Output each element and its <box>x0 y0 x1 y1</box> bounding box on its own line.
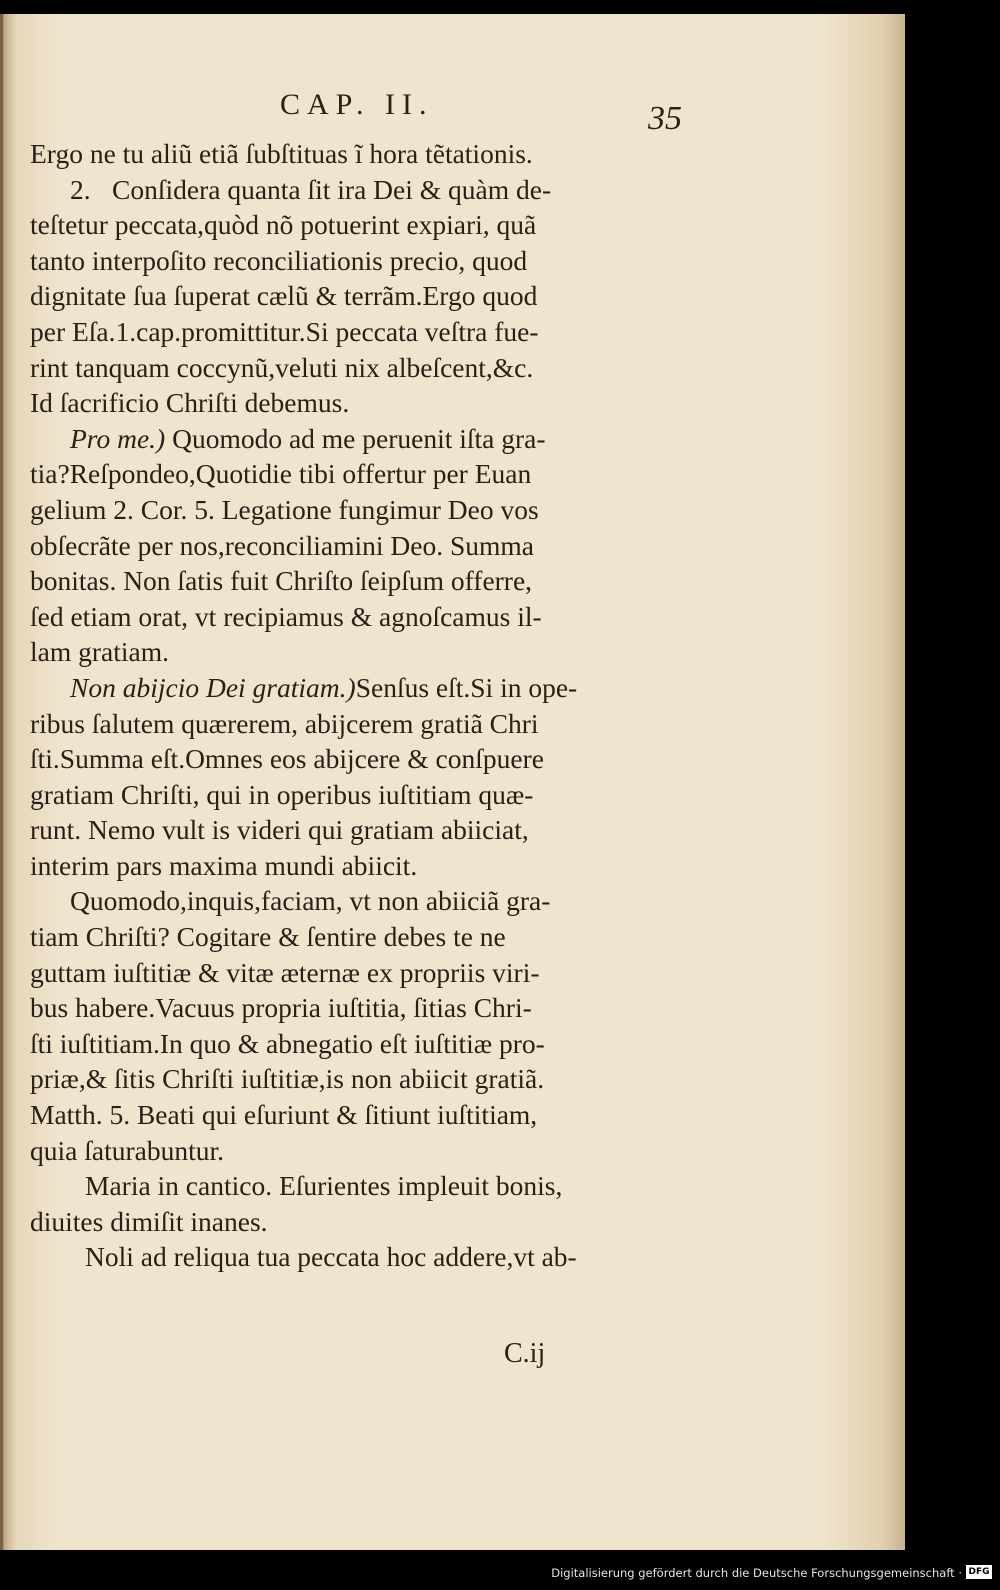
text-line: diuites dimiſit inanes. <box>30 1205 268 1237</box>
funding-credit: Digitalisierung gefördert durch die Deutsche Forschungsgemeinschaft · <box>551 1566 962 1580</box>
text-line: priæ,& ſitis Chriſti iuſtitiæ,is non abiicit gratiã. <box>30 1063 545 1095</box>
page-number: 35 <box>648 100 682 137</box>
text-line: tanto interpoſito reconciliationis precio, quod <box>30 244 528 276</box>
signature-mark: C.ij <box>504 1338 546 1369</box>
text-line: interim pars maxima mundi abiicit. <box>30 849 418 881</box>
running-head: CAP. II. <box>280 88 434 121</box>
text-line: quia ſaturabuntur. <box>30 1134 224 1166</box>
section-number: 2. <box>70 173 91 205</box>
book-page <box>0 14 905 1550</box>
text-line: ſti iuſtitiam.In quo & abnegatio eſt iuſtitiæ pro- <box>30 1027 545 1059</box>
text-line: obſecrãte per nos,reconciliamini Deo. Summa <box>30 529 534 561</box>
text-line: per Eſa.1.cap.promittitur.Si peccata veſtra fue- <box>30 315 539 347</box>
text-line: ſed etiam orat, vt recipiamus & agnoſcamus il- <box>30 600 542 632</box>
text-line: Noli ad reliqua tua peccata hoc addere,vt ab- <box>85 1241 577 1273</box>
text-line <box>30 421 678 457</box>
text-line: runt. Nemo vult is videri qui gratiam abiiciat, <box>30 814 529 846</box>
page-edge <box>0 14 3 1550</box>
dfg-logo: DFG <box>966 1565 992 1579</box>
text-line: bus habere.Vacuus propria iuſtitia, ſitias Chri- <box>30 992 532 1024</box>
text-line: lam gratiam. <box>30 636 169 668</box>
text-line: gelium 2. Cor. 5. Legatione fungimur Deo vos <box>30 493 539 525</box>
text-line: ribus ſalutem quærerem, abijcerem gratiã Chri <box>30 707 539 739</box>
text-line: Maria in cantico. Eſurientes impleuit bonis, <box>85 1170 563 1202</box>
text-line <box>30 172 678 208</box>
footer-bar <box>0 1562 1000 1590</box>
text-line: rint tanquam coccynũ,veluti nix albeſcent,&c. <box>30 351 534 383</box>
text-line <box>30 670 678 706</box>
text-line: teſtetur peccata,quòd nõ potuerint expiari, quã <box>30 209 537 241</box>
text-line: tiam Chriſti? Cogitare & ſentire debes te ne <box>30 921 506 953</box>
text-line: Matth. 5. Beati qui eſuriunt & ſitiunt iuſtitiam, <box>30 1099 538 1131</box>
text-line: guttam iuſtitiæ & vitæ æternæ ex propriis viri- <box>30 956 540 988</box>
text-line: tia?Reſpondeo,Quotidie tibi offertur per Euan <box>30 458 532 490</box>
lemma: Non abijcio Dei gratiam.) <box>70 671 356 703</box>
body-text <box>30 136 678 1275</box>
text-line: bonitas. Non ſatis fuit Chriſto ſeipſum offerre, <box>30 565 533 597</box>
text-line-content: Quomodo ad me peruenit iſta gra- <box>172 422 546 454</box>
text-line-content: Senſus eſt.Si in ope- <box>355 671 578 703</box>
text-line: gratiam Chriſti, qui in operibus iuſtitiam quæ- <box>30 778 534 810</box>
text-line: dignitate ſua ſuperat cælũ & terrãm.Ergo quod <box>30 280 538 312</box>
text-line: Id ſacrificio Chriſti debemus. <box>30 387 350 419</box>
text-line: Quomodo,inquis,faciam, vt non abiiciã gra- <box>70 885 551 917</box>
text-line: Ergo ne tu aliũ etiã ſubſtituas ĩ hora tẽtationis. <box>30 138 533 169</box>
lemma: Pro me.) <box>70 422 166 454</box>
text-line-content: Conſidera quanta ſit ira Dei & quàm de- <box>112 173 552 205</box>
text-line: ſti.Summa eſt.Omnes eos abijcere & conſpuere <box>30 743 544 775</box>
